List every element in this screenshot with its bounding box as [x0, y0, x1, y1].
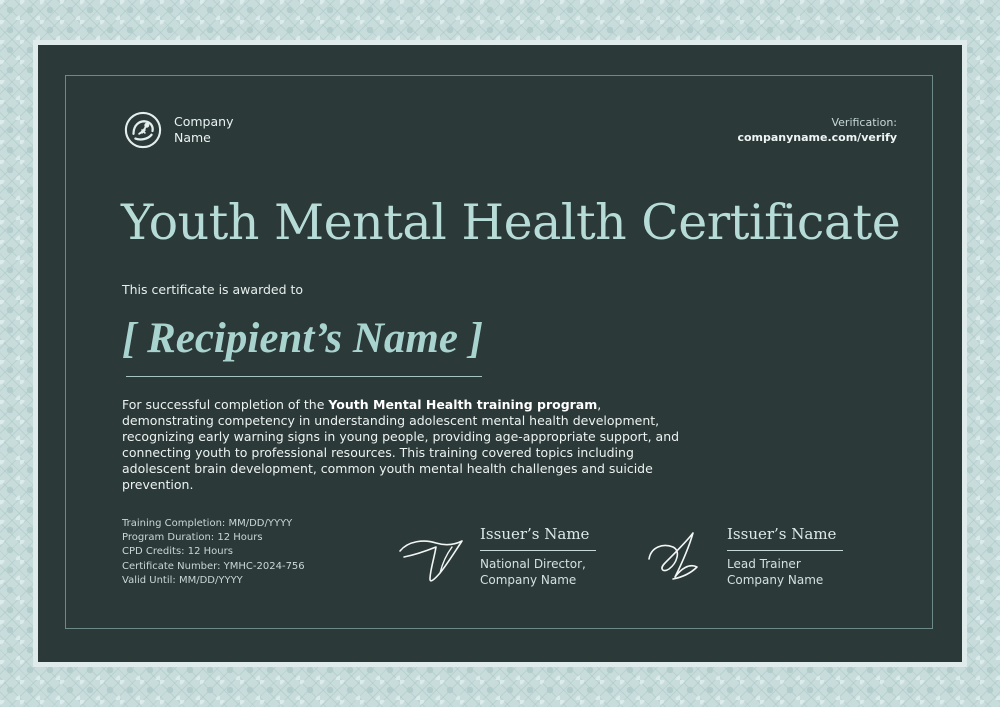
verification-url[interactable]: companyname.com/verify [737, 131, 897, 144]
certificate-details [122, 517, 305, 588]
description-body: , demonstrating competency in understanding adolescent mental health development, recognizing early warning signs in young people, providing age-appropriate support, and connecting youth to professional resources. This training covered topics including adolescent brain development, common youth mental health challenges and suicide prevention. [122, 397, 680, 492]
company-logo [124, 111, 244, 149]
recipient-name: [ Recipient’s Name ] [122, 315, 484, 362]
detail-cpd-credits: CPD Credits: 12 Hours [122, 546, 233, 558]
detail-certificate-number: Certificate Number: YMHC-2024-756 [122, 560, 305, 572]
certificate-card [38, 45, 962, 662]
recipient-underline [126, 376, 482, 377]
signature-role-company: Company Name [727, 573, 824, 587]
signature-role [727, 556, 823, 588]
company-logo-icon [124, 111, 162, 149]
verification [737, 115, 897, 145]
certificate-title: Youth Mental Health Certificate [121, 194, 901, 251]
signature-block-trainer [643, 523, 883, 603]
company-name-line1: Company [174, 114, 234, 129]
signature-issuer-name: Issuer’s Name [480, 525, 590, 543]
detail-program-duration: Program Duration: 12 Hours [122, 532, 263, 544]
signature-role-title: National Director, [480, 557, 586, 571]
signature-mark [396, 529, 472, 585]
company-name [174, 114, 244, 146]
signature-issuer-name: Issuer’s Name [727, 525, 837, 543]
signature-line [480, 550, 596, 551]
signature-role-company: Company Name [480, 573, 577, 587]
verification-label: Verification: [831, 116, 897, 129]
signature-role-title: Lead Trainer [727, 557, 801, 571]
certificate-description [122, 397, 682, 493]
signature-line [727, 550, 843, 551]
awarded-to-text: This certificate is awarded to [122, 282, 304, 297]
company-name-line2: Name [174, 130, 211, 145]
description-program: Youth Mental Health training program [328, 397, 598, 412]
signature-role [480, 556, 586, 588]
detail-valid-until: Valid Until: MM/DD/YYYY [122, 574, 243, 586]
signature-mark [643, 529, 719, 585]
description-intro: For successful completion of the [122, 397, 329, 412]
detail-training-completion: Training Completion: MM/DD/YYYY [122, 518, 293, 529]
signature-block-director [396, 523, 636, 603]
